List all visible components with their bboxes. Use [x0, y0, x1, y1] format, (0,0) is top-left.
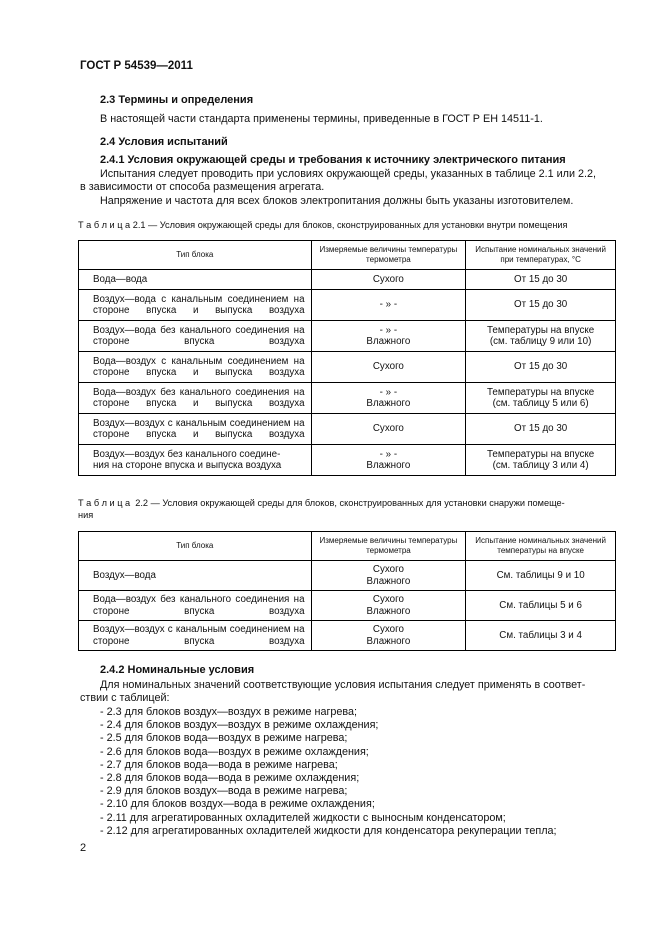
- list-item: - 2.5 для блоков вода—воздух в режиме нагрева;: [100, 732, 348, 745]
- cell-test: Температуры на впуске (см. таблицу 9 или 10): [466, 321, 616, 352]
- list-item: - 2.3 для блоков воздух—воздух в режиме нагрева;: [100, 706, 358, 718]
- table-2-2-header-row: [79, 532, 616, 561]
- cell-type: Воздух—вода: [79, 561, 312, 591]
- table-row: [79, 414, 616, 445]
- cell-test: См. таблицы 3 и 4: [466, 621, 616, 651]
- section-2-4-1-para1-line1: Испытания следует проводить при условиях окружающей среды, указанных в таблице 2.1 или 2.2,: [100, 168, 597, 180]
- cell-meas: - » - Влажного: [311, 321, 466, 352]
- cell-meas: Сухого Влажного: [311, 591, 466, 621]
- section-2-4-2-title: 2.4.2 Номинальные условия: [100, 664, 255, 676]
- cell-test: Температуры на впуске (см. таблицу 3 или 4): [466, 445, 616, 476]
- table-2-1: [78, 240, 616, 476]
- section-2-4-1-para1-line2: в зависимости от способа размещения агрегата.: [80, 181, 325, 193]
- page-number: 2: [80, 842, 87, 854]
- list-item: - 2.10 для блоков воздух—вода в режиме охлаждения;: [100, 798, 375, 811]
- table-2-1-caption: Т а б л и ц а 2.1 — Условия окружающей среды для блоков, сконструированных для установки внутри помещения: [78, 220, 568, 230]
- table-row: [79, 270, 616, 290]
- list-item: - 2.7 для блоков вода—вода в режиме нагрева;: [100, 758, 338, 771]
- section-2-4-title: 2.4 Условия испытаний: [100, 136, 228, 148]
- table-2-2: [78, 531, 616, 651]
- list-item: - 2.12 для агрегатированных охладителей жидкости для конденсатора рекуперации тепла;: [100, 824, 557, 837]
- cell-type: Вода—вода: [79, 270, 312, 290]
- cell-meas: Сухого: [311, 352, 466, 383]
- list-item: - 2.8 для блоков вода—вода в режиме охлаждения;: [100, 771, 360, 784]
- cell-meas: Сухого: [311, 414, 466, 445]
- column-header: Тип блока: [79, 241, 312, 270]
- cell-meas: - » - Влажного: [311, 383, 466, 414]
- cell-type: Вода—воздух с канальным соединением на стороне впуска и выпуска воздуха: [79, 352, 312, 383]
- cell-type: Воздух—воздух с канальным соединением на стороне впуска и выпуска воздуха: [79, 414, 312, 445]
- cell-test: См. таблицы 9 и 10: [466, 561, 616, 591]
- section-2-4-2-para-line1: Для номинальных значений соответствующие условия испытания следует применять в соответ-: [100, 679, 586, 691]
- column-header: Тип блока: [79, 532, 312, 561]
- cell-test: От 15 до 30: [466, 414, 616, 445]
- list-item: - 2.4 для блоков воздух—воздух в режиме охлаждения;: [100, 719, 379, 732]
- list-item: - 2.9 для блоков воздух—вода в режиме нагрева;: [100, 785, 348, 798]
- cell-type: Воздух—вода с канальным соединением на стороне впуска и выпуска воздуха: [79, 290, 312, 321]
- cell-test: См. таблицы 5 и 6: [466, 591, 616, 621]
- table-row: [79, 591, 616, 621]
- cell-test: От 15 до 30: [466, 352, 616, 383]
- rating-conditions-list: [100, 706, 557, 838]
- cell-type: Вода—воздух без канального соединения на стороне впуска и выпуска воздуха: [79, 383, 312, 414]
- section-2-4-1-para2: Напряжение и частота для всех блоков электропитания должны быть указаны изготовителем.: [100, 195, 574, 207]
- cell-type: Воздух—воздух без канального соедине- ния на стороне впуска и выпуска воздуха: [79, 445, 312, 476]
- section-2-3-text: В настоящей части стандарта применены термины, приведенные в ГОСТ Р ЕН 14511-1.: [100, 113, 543, 125]
- section-2-4-2-para-line2: ствии с таблицей:: [80, 692, 170, 704]
- table-row: [79, 290, 616, 321]
- table-2-1-header-row: [79, 241, 616, 270]
- list-item: - 2.11 для агрегатированных охладителей жидкости с выносным конденсатором;: [100, 811, 506, 824]
- cell-meas: Сухого: [311, 270, 466, 290]
- document-header: ГОСТ Р 54539—2011: [80, 60, 193, 72]
- cell-type: Вода—воздух без канального соединения на стороне впуска воздуха: [79, 591, 312, 621]
- cell-type: Воздух—воздух с канальным соединением на стороне впуска воздуха: [79, 621, 312, 651]
- column-header: Измеряемые величины температуры термометра: [311, 241, 466, 270]
- table-row: [79, 321, 616, 352]
- section-2-3-title: 2.3 Термины и определения: [100, 94, 254, 106]
- cell-test: От 15 до 30: [466, 270, 616, 290]
- table-row: [79, 621, 616, 651]
- table-row: [79, 445, 616, 476]
- cell-test: От 15 до 30: [466, 290, 616, 321]
- cell-test: Температуры на впуске (см. таблицу 5 или 6): [466, 383, 616, 414]
- column-header: Измеряемые величины температуры термометра: [311, 532, 466, 561]
- cell-type: Воздух—вода без канального соединения на стороне впуска воздуха: [79, 321, 312, 352]
- list-item: - 2.6 для блоков вода—воздух в режиме охлаждения;: [100, 745, 369, 758]
- cell-meas: - » -: [311, 290, 466, 321]
- table-row: [79, 561, 616, 591]
- cell-meas: Сухого Влажного: [311, 561, 466, 591]
- table-2-2-caption: Т а б л и ц а 2.2 — Условия окружающей среды для блоков, сконструированных для установки снаружи помеще- ния: [78, 498, 565, 520]
- cell-meas: Сухого Влажного: [311, 621, 466, 651]
- column-header: Испытание номинальных значений температуры на впуске: [466, 532, 616, 561]
- table-row: [79, 352, 616, 383]
- column-header: Испытание номинальных значений при температурах, °С: [466, 241, 616, 270]
- section-2-4-1-title: 2.4.1 Условия окружающей среды и требования к источнику электрического питания: [100, 154, 566, 166]
- cell-meas: - » - Влажного: [311, 445, 466, 476]
- table-row: [79, 383, 616, 414]
